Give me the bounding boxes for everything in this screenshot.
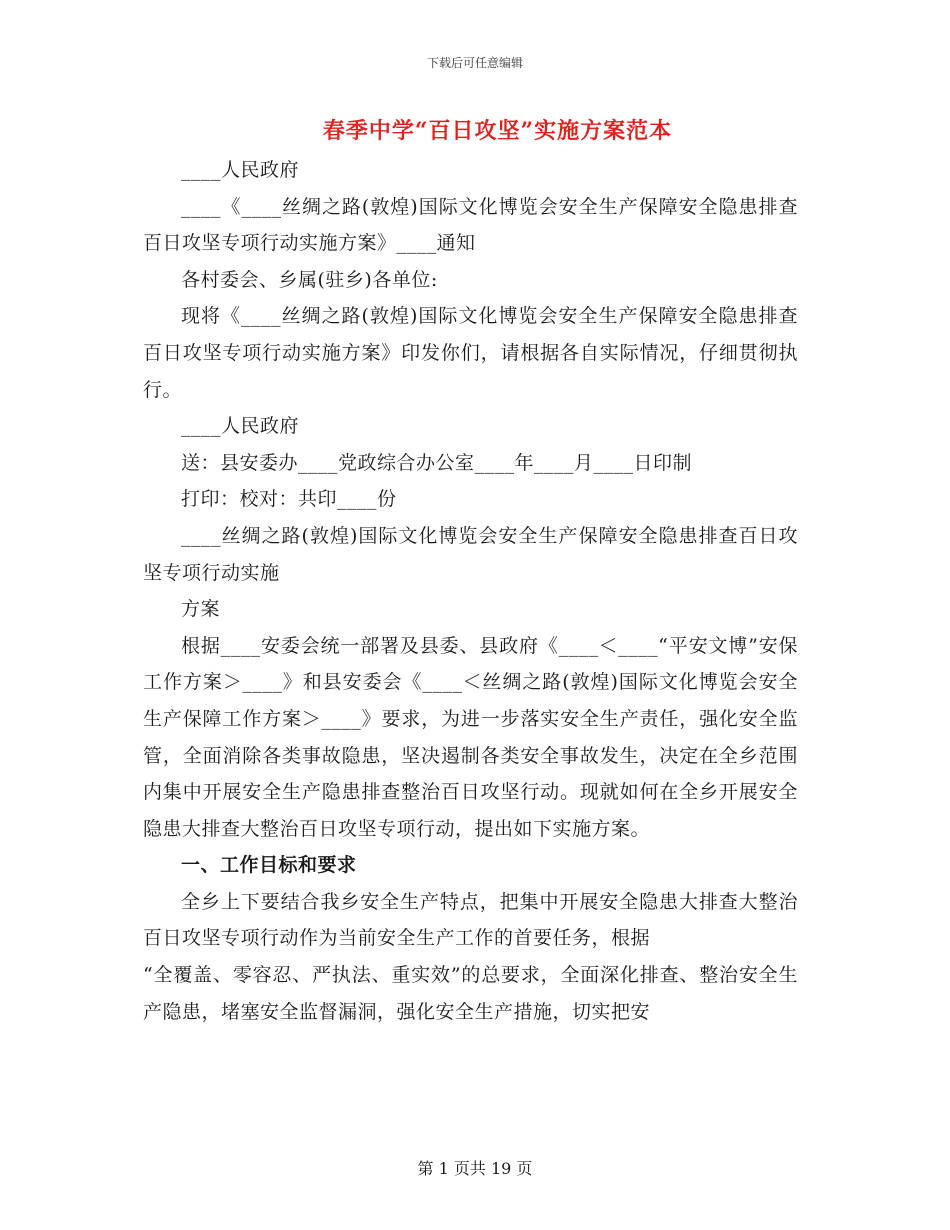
paragraph-signature: ____人民政府: [181, 415, 300, 438]
paragraph-notice-body: 现将《____丝绸之路(敦煌)国际文化博览会安全生产保障安全隐患排查百日攻坚专项行动实施方案》印发你们，请根据各自实际情况，仔细贯彻执行。: [143, 305, 798, 401]
paragraph-recipients: 各村委会、乡属(驻乡)各单位:: [181, 268, 438, 291]
paragraph-section-continued: “全覆盖、零容忍、严执法、重实效”的总要求，全面深化排查、整治安全生产隐患，堵塞安全监督漏洞，强化安全生产措施，切实把安: [143, 964, 798, 1023]
paragraph-addressee: ____人民政府: [181, 159, 300, 181]
paragraph-section-body: 全乡上下要结合我乡安全生产特点，把集中开展安全隐患大排查大整治百日攻坚专项行动作为当前安全生产工作的首要任务，根据: [143, 890, 798, 950]
page-header-note: 下载后可任意编辑: [426, 56, 523, 70]
paragraph-plan-word: 方案: [181, 598, 221, 621]
document-body: [143, 152, 798, 1030]
section-heading: 一、工作目标和要求: [181, 854, 357, 877]
paragraph-plan-title: ____丝绸之路(敦煌)国际文化博览会安全生产保障安全隐患排查百日攻坚专项行动实施: [143, 524, 798, 584]
page-number: 第 1 页共 19 页: [417, 1159, 533, 1178]
paragraph-print-info: 打印：校对：共印____份: [181, 488, 397, 511]
document-title: 春季中学“百日攻坚”实施方案范本: [322, 118, 673, 144]
paragraph-basis: 根据____安委会统一部署及县委、县政府《____＜____“平安文博”安保工作方案＞____》和县安委会《____＜丝绸之路(敦煌)国际文化博览会安全生产保障工作方案＞____》要求，为进一步落实安全生产责任，强化安全监管，全面消除各类事故隐患，坚决遏制各类安全事故发生，决定在全乡范围内集中开展安全生产隐患排查整治百日攻坚行动。现就如何在全乡开展安全隐患大排查大整治百日攻坚专项行动，提出如下实施方案。: [143, 634, 798, 840]
paragraph-notice-title: ____《____丝绸之路(敦煌)国际文化博览会安全生产保障安全隐患排查百日攻坚专项行动实施方案》____通知: [143, 195, 798, 255]
paragraph-distribution: 送：县安委办____党政综合办公室____年____月____日印制: [181, 451, 693, 474]
